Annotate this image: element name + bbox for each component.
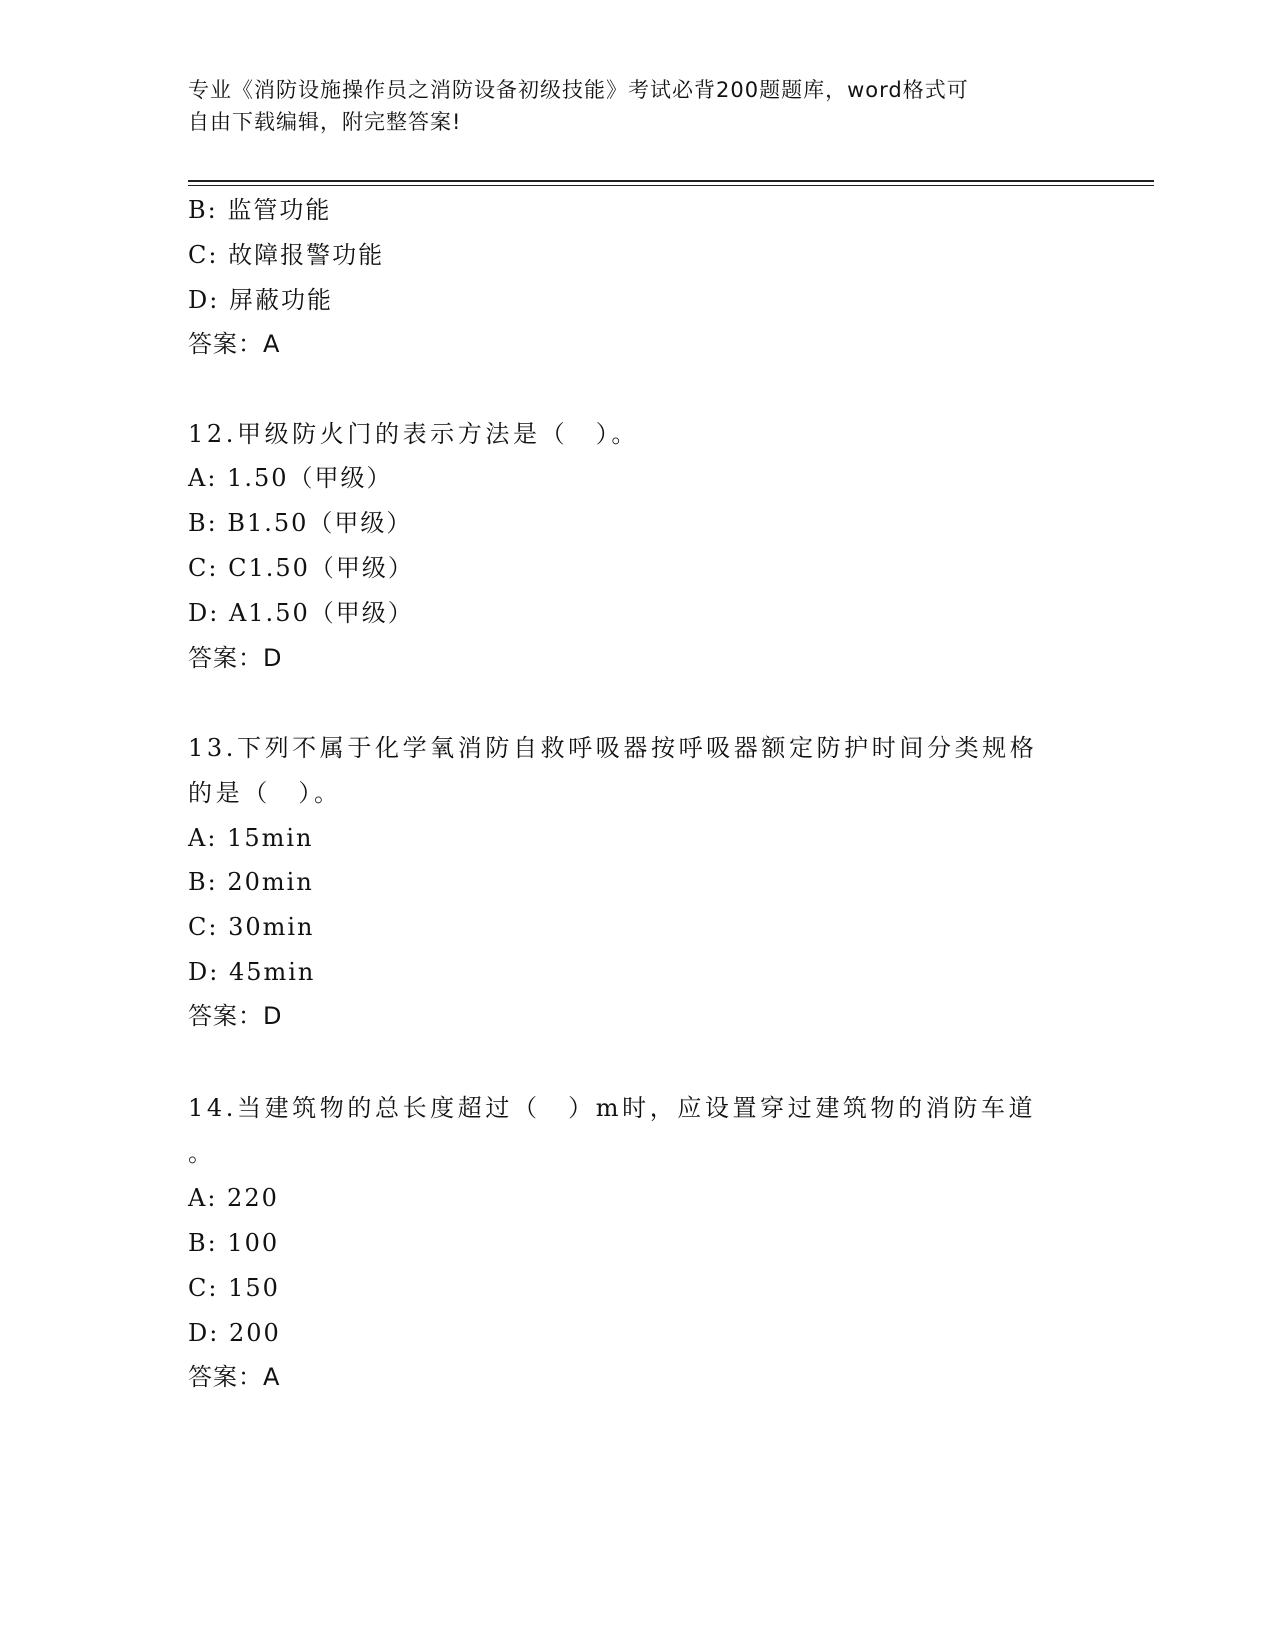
option-c: C: C1.50（甲级） xyxy=(188,554,414,582)
option-d: D: A1.50（甲级） xyxy=(188,599,414,627)
question-14-stem-line-1: 14.当建筑物的总长度超过（ ）m时，应设置穿过建筑物的消防车道 xyxy=(188,1094,1037,1122)
option-a: A: 220 xyxy=(188,1184,279,1212)
answer: 答案：A xyxy=(188,1363,281,1391)
option-c: C: 故障报警功能 xyxy=(188,241,385,269)
question-13-stem-line-2: 的是（ ）。 xyxy=(188,779,342,807)
answer: 答案：A xyxy=(188,330,281,358)
document-header xyxy=(188,74,1088,138)
option-a: A: 1.50（甲级） xyxy=(188,464,393,492)
option-d: D: 200 xyxy=(188,1319,281,1347)
option-d: D: 45min xyxy=(188,958,316,986)
option-b: B: 20min xyxy=(188,868,314,896)
header-divider-thin xyxy=(188,185,1154,186)
header-line-2: 自由下载编辑，附完整答案! xyxy=(188,110,462,134)
option-b: B: B1.50（甲级） xyxy=(188,509,413,537)
option-c: C: 30min xyxy=(188,913,315,941)
option-c: C: 150 xyxy=(188,1274,280,1302)
answer: 答案：D xyxy=(188,644,283,672)
header-divider-thick xyxy=(188,180,1154,182)
header-line-1: 专业《消防设施操作员之消防设备初级技能》考试必背200题题库，word格式可 xyxy=(188,78,969,102)
option-b: B: 100 xyxy=(188,1229,280,1257)
question-14-stem-line-2: 。 xyxy=(188,1139,216,1167)
option-b: B: 监管功能 xyxy=(188,196,332,224)
answer: 答案：D xyxy=(188,1002,283,1030)
question-13-stem-line-1: 13.下列不属于化学氧消防自救呼吸器按呼吸器额定防护时间分类规格 xyxy=(188,734,1038,762)
option-d: D: 屏蔽功能 xyxy=(188,286,333,314)
option-a: A: 15min xyxy=(188,824,314,852)
question-12-stem: 12.甲级防火门的表示方法是（ ）。 xyxy=(188,420,639,448)
